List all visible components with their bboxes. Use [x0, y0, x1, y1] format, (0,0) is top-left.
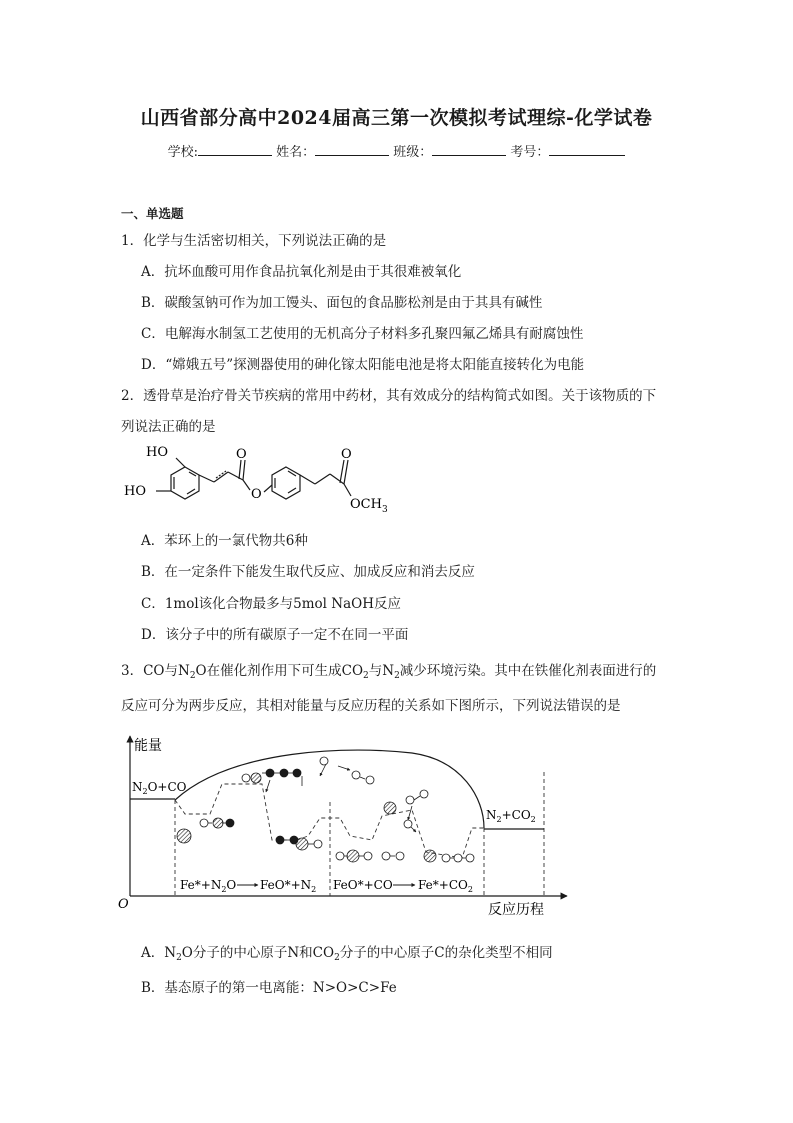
struct-ho-left: HO [124, 484, 146, 499]
products-label: $N_2+CO_2$ [486, 808, 536, 824]
q1-option-b[interactable]: B．碳酸氢钠可作为加工馒头、面包的食品膨松剂是由于其具有碱性 [141, 295, 543, 311]
school-label: 学校: [167, 145, 198, 160]
class-label: 班级： [393, 145, 433, 160]
q1-option-a[interactable]: A．抗坏血酸可用作食品抗氧化剂是由于其很难被氧化 [141, 264, 462, 280]
q2-stem-line2: 列说法正确的是 [121, 419, 216, 435]
q3-option-a[interactable]: A．$N_2O$分子的中心原子N和$CO_2$分子的中心原子C的杂化类型不相同 [141, 945, 553, 963]
q2-option-d[interactable]: D．该分子中的所有碳原子一定不在同一平面 [141, 627, 409, 643]
q2-option-b[interactable]: B．在一定条件下能发生取代反应、加成反应和消去反应 [141, 564, 475, 580]
exam-no-label: 考号： [510, 145, 550, 160]
q2-option-a[interactable]: A．苯环上的一氯代物共6种 [141, 533, 308, 549]
section-heading: 一、单选题 [121, 206, 184, 221]
name-blank[interactable] [315, 143, 389, 156]
y-axis-label: 能量 [134, 738, 162, 754]
q2-stem-line1: 2．透骨草是治疗骨关节疾病的常用中药材，其有效成分的结构简式如图。关于该物质的下 [121, 388, 657, 404]
struct-ho-top: HO [146, 445, 168, 460]
page-title: 山西省部分高中2024届高三第一次模拟考试理综-化学试卷 [140, 107, 653, 129]
exam-no-blank[interactable] [549, 143, 625, 156]
x-axis-label: 反应历程 [488, 902, 544, 918]
q3-stem-line1: 3．CO与$N_2O$在催化剂作用下可生成$CO_2$与$N_2$减少环境污染。其中在铁催化剂表面进行的 [121, 663, 657, 681]
q1-option-d[interactable]: D．“嫦娥五号”探测器使用的砷化镓太阳能电池是将太阳能直接转化为电能 [141, 357, 585, 373]
step1-label: $Fe*+N_2O$ [180, 878, 237, 894]
class-blank[interactable] [432, 143, 506, 156]
reactants-label: $N_2O+CO$ [132, 780, 187, 796]
school-blank[interactable] [198, 143, 272, 156]
step1-product-label: $FeO*+N_2$ [260, 878, 317, 894]
q2-option-c[interactable]: C．1mol该化合物最多与5mol NaOH反应 [141, 596, 401, 612]
struct-o-carbonyl-2: O [341, 447, 352, 462]
struct-o-carbonyl-1: O [236, 447, 247, 462]
q3-option-b[interactable]: B．基态原子的第一电离能：N>O>C>Fe [141, 980, 397, 996]
student-info-line [0, 141, 793, 160]
name-label: 姓名： [276, 145, 316, 160]
q1-option-c[interactable]: C．电解海水制氢工艺使用的无机高分子材料多孔聚四氟乙烯具有耐腐蚀性 [141, 326, 584, 342]
struct-och3: $OCH_3$ [350, 497, 388, 515]
q1-stem: 1．化学与生活密切相关，下列说法正确的是 [121, 233, 387, 249]
step2-product-label: $Fe*+CO_2$ [418, 878, 473, 894]
q3-stem-line2: 反应可分为两步反应，其相对能量与反应历程的关系如下图所示，下列说法错误的是 [121, 698, 621, 714]
q2-structure-formula [118, 440, 408, 520]
struct-o-ester: O [251, 487, 262, 502]
q3-energy-diagram [112, 728, 582, 923]
origin-label: O [118, 897, 129, 912]
step2-label: FeO*+CO [333, 878, 393, 892]
